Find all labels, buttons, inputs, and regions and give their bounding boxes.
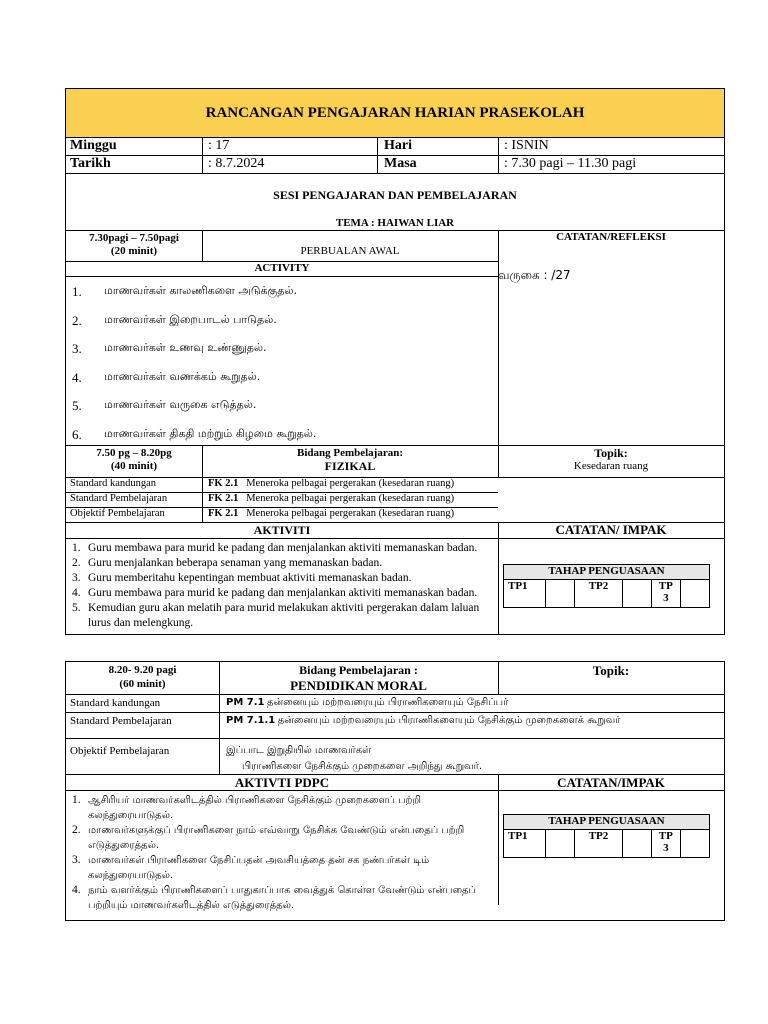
section3-bidang-value: PENDIDIKAN MORAL: [290, 678, 427, 693]
section1-header: [66, 231, 724, 261]
tahap-penguasaan-table-1: [503, 564, 710, 608]
tp2-label: TP2: [575, 830, 622, 858]
section2-row-label: Standard kandungan: [70, 478, 157, 489]
tahap-penguasaan-table-2: [503, 814, 710, 858]
tahap-title: TAHAP PENGUASAAN: [504, 565, 710, 580]
title-banner: [66, 89, 724, 138]
section1-time: 7.30pagi – 7.50pagi: [89, 232, 179, 244]
tp3-label: TP 3: [652, 580, 681, 608]
section3-op-label: Objektif Pembelajaran: [70, 745, 170, 757]
list-item: 2. Guru menjalankan beberapa senaman yang memanaskan badan.: [72, 557, 383, 569]
section3-duration: (60 minit): [119, 678, 166, 690]
list-item: 1. ஆசிரியர் மாணவர்களிடத்தில் பிராணிகளை நேசிக்கும் முறைகளைப் பற்றி கலந்துரையாடுதல்.: [72, 794, 422, 821]
tp1-cell[interactable]: [545, 580, 574, 608]
tp1-label: TP1: [504, 830, 546, 858]
list-item: 1. Guru membawa para murid ke padang dan menjalankan aktiviti memanaskan badan.: [72, 542, 478, 554]
section3-op-line2: பிராணிகளை நேசிக்கும் முறைகளை அறிந்து கூறுவர்.: [242, 761, 483, 772]
tp2-cell[interactable]: [622, 580, 651, 608]
section2-row-label: Standard Pembelajaran: [70, 493, 168, 504]
section3-time: 8.20- 9.20 pagi: [108, 664, 177, 676]
section3-sk-text: தன்னையும் மற்றவரையும் பிராணிகளையும் நேசிப்பர்: [266, 697, 509, 708]
masa-label: Masa: [384, 156, 417, 171]
info-grid: [66, 138, 724, 174]
section2-bidang-label: Bidang Pembelajaran:: [296, 447, 404, 459]
list-item: 6. மாணவர்கள் திகதி மற்றும் கிழமை கூறுதல்.: [72, 426, 317, 442]
tp1-label: TP1: [504, 580, 546, 608]
attendance: வருகை : /27: [498, 268, 571, 282]
section2-header: [66, 445, 724, 478]
list-item: 5. Kemudian guru akan melatih para murid melakukan aktiviti pergerakan dalam laluan lurus dan melengkung.: [72, 602, 480, 629]
section3-sk-code: PM 7.1: [226, 697, 265, 708]
tp2-cell[interactable]: [622, 830, 651, 858]
tp3-cell[interactable]: [680, 830, 709, 858]
section1-activity-list: [66, 284, 496, 447]
minggu-label: Minggu: [70, 138, 117, 153]
section2-row-code: FK 2.1: [208, 478, 239, 489]
section2-activity-header-row: [66, 522, 724, 539]
section2-bidang-value: FIZIKAL: [324, 459, 376, 473]
sesi-block: [66, 174, 724, 231]
section2-topik-label: Topik:: [594, 446, 628, 460]
section2-duration: (40 minit): [110, 460, 158, 472]
section3-catatan-header: CATATAN/IMPAK: [557, 775, 665, 790]
sesi-title: SESI PENGAJARAN DAN PEMBELAJARAN: [273, 188, 517, 202]
tema-label: TEMA : HAIWAN LIAR: [335, 217, 455, 229]
list-item: 5. மாணவர்கள் வருகை எடுத்தல்.: [72, 398, 257, 413]
section1-duration: (20 minit): [110, 245, 158, 257]
list-item: 4. Guru membawa para murid ke padang dan menjalankan aktiviti memanaskan badan.: [72, 587, 478, 599]
page-title: RANCANGAN PENGAJARAN HARIAN PRASEKOLAH: [205, 104, 585, 121]
section3-sp-code: PM 7.1.1: [226, 715, 276, 726]
tahap-title: TAHAP PENGUASAAN: [504, 815, 710, 830]
list-item: 3. Guru memberitahu kepentingan membuat aktiviti memanaskan badan.: [72, 572, 412, 584]
section3-activity-header-row: [66, 774, 724, 791]
section1-catatan-header: CATATAN/REFLEKSI: [556, 231, 666, 243]
section2-row-text: Meneroka pelbagai pergerakan (kesedaran ruang): [246, 508, 455, 519]
section2-row-text: Meneroka pelbagai pergerakan (kesedaran ruang): [246, 478, 455, 489]
list-item: 3. மாணவர்கள் உணவு உண்ணுதல்.: [72, 341, 267, 356]
section3-bidang-label: Bidang Pembelajaran :: [299, 663, 418, 677]
list-item: 3. மாணவர்கள் பிராணிகளை நேசிப்பதன் அவசியத்தை தன் சக நண்பர்கள் டிம் கலந்துரையாடுதல்.: [72, 854, 430, 881]
list-item: 2. மாணவர்கள் இறைபாடல் பாடுதல்.: [72, 312, 277, 328]
minggu-value: : 17: [208, 138, 230, 153]
section2-row-code: FK 2.1: [208, 508, 239, 519]
tp2-label: TP2: [575, 580, 622, 608]
section2-catatan-header: CATATAN/ IMPAK: [555, 522, 667, 537]
hari-value: : ISNIN: [504, 138, 549, 153]
section3-header: [66, 662, 724, 695]
tp3-label: TP 3: [652, 830, 681, 858]
tarikh-label: Tarikh: [70, 156, 111, 171]
tp1-cell[interactable]: [545, 830, 574, 858]
tp3-cell[interactable]: [680, 580, 709, 608]
masa-value: : 7.30 pagi – 11.30 pagi: [504, 156, 637, 171]
list-item: 2. மாணவர்களுக்குப் பிராணிகளை நாம் எவ்வாறு நேசிக்க வேண்டும் என்பதைப் பற்றி எடுத்துரைத்தல்.: [72, 824, 465, 851]
section3-sp-text: தன்னையும் மற்றவரையும் பிராணிகளையும் நேசிக்கும் முறைகளைக் கூறுவர்: [277, 715, 621, 726]
section3-sk-label: Standard kandungan: [70, 697, 161, 709]
section2-topik-value: Kesedaran ruang: [573, 460, 649, 472]
section2-time: 7.50 pg – 8.20pg: [96, 447, 172, 459]
section2-row-text: Meneroka pelbagai pergerakan (kesedaran ruang): [246, 493, 455, 504]
list-item: 4. மாணவர்கள் வணக்கம் கூறுதல்.: [72, 369, 261, 385]
list-item: 1. மாணவர்கள் காலணிகளை அடுக்குதல்.: [72, 284, 298, 299]
section2-aktiviti-header: AKTIVITI: [253, 523, 311, 537]
section2-row-label: Objektif Pembelajaran: [70, 508, 165, 519]
section3-topik-label: Topik:: [592, 663, 630, 678]
section3-aktiviti-header: AKTIVTI PDPC: [234, 775, 330, 790]
tarikh-value: : 8.7.2024: [208, 156, 265, 171]
list-item: 4. நாம் வளர்க்கும் பிராணிகளைப் பாதுகாப்பாக வைத்துக் கொள்ள வேண்டும் என்பதைப் பற்றியும் மாணவர்களிடத்தில் எடுத்துரைத்தல்.: [72, 884, 476, 911]
section1-activity-header: ACTIVITY: [254, 262, 310, 274]
section2-activity-list: [66, 541, 496, 631]
section3-op-line1: இப்பாட இறுதியில் மாணவர்கள்: [226, 745, 372, 756]
section1-activity-header-row: [66, 262, 498, 277]
section2-standards: [66, 478, 498, 523]
section3-activity-list: [66, 793, 496, 913]
section3-sp-label: Standard Pembelajaran: [70, 715, 172, 727]
section1-name: PERBUALAN AWAL: [300, 245, 400, 257]
hari-label: Hari: [384, 138, 412, 153]
section2-row-code: FK 2.1: [208, 493, 239, 504]
section3-standards: [66, 695, 724, 774]
